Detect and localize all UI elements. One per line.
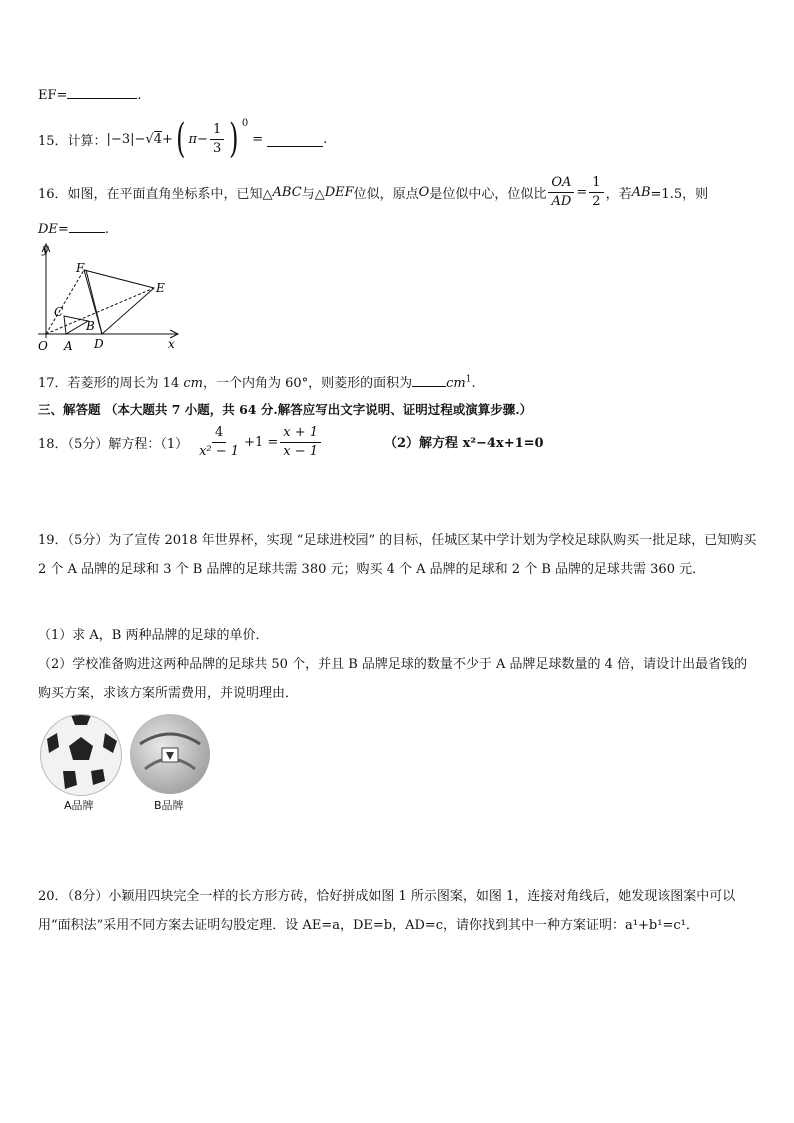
q15-line bbox=[38, 116, 327, 162]
q15-exponent: 0 bbox=[241, 117, 249, 129]
label-b: B bbox=[86, 319, 95, 333]
q14-text-after: . bbox=[137, 88, 142, 103]
q16-part1: 16．如图，在平面直角坐标系中，已知△ bbox=[38, 186, 273, 202]
q14-text-before: EF= bbox=[38, 88, 68, 103]
q17-unit1: cm bbox=[183, 376, 203, 391]
label-e: E bbox=[156, 281, 165, 295]
q18-line bbox=[38, 420, 323, 464]
q16-part7: = bbox=[57, 222, 69, 237]
q15-prefix: 15．计算： bbox=[38, 133, 107, 149]
label-o: O bbox=[38, 339, 48, 353]
q18-f1-num: 4 bbox=[212, 424, 226, 443]
q15-plus: + bbox=[161, 131, 173, 147]
label-f: F bbox=[76, 261, 85, 275]
q15-equals: = bbox=[252, 131, 264, 147]
q16-half-fraction bbox=[589, 174, 603, 211]
q16-ratio-fraction bbox=[548, 174, 574, 211]
q16-ratio-den: AD bbox=[551, 193, 572, 209]
q16-ab: AB bbox=[631, 184, 651, 200]
q14-answer-blank[interactable] bbox=[67, 84, 137, 99]
q14-line bbox=[38, 84, 142, 103]
q16-part3: 位似，原点 bbox=[353, 186, 419, 202]
q17-part2: ，一个内角为 60°，则菱形的面积为 bbox=[202, 376, 413, 391]
q18-f1-den: x² − 1 bbox=[199, 443, 240, 459]
q16-part5: ，若 bbox=[605, 186, 632, 202]
q19-sub1: （1）求 A，B 两种品牌的足球的单价． bbox=[38, 628, 269, 643]
q19-sub2: （2）学校准备购进这两种品牌的足球共 50 个，并且 B 品牌足球的数量不少于 A 品牌足球数量的 4 倍，请设计出最省钱的购买方案，求该方案所需费用，并说明理由． bbox=[38, 657, 748, 701]
q17-line bbox=[38, 372, 476, 391]
q16-equals: = bbox=[576, 184, 588, 200]
q16-de: DE bbox=[38, 222, 58, 237]
caption-a: A品牌 bbox=[64, 799, 94, 812]
q16-abc: ABC bbox=[272, 184, 302, 200]
q15-left-paren: ( bbox=[175, 116, 186, 162]
q20-paragraph: 20．（8分）小颖用四块完全一样的长方形方砖，恰好拼成如图 1 所示图案，如图 1，连接对角线后，她发现该图案中可以用“面积法”采用不同方案去证明勾股定理．设 AE=a，DE=b，AD=c，请你找到其中一种方案证明：a¹+b¹=c¹． bbox=[38, 889, 736, 933]
q15-minus: − bbox=[134, 131, 146, 147]
q16-suffix: . bbox=[104, 222, 109, 237]
caption-b: B品牌 bbox=[154, 799, 184, 812]
football-b-image bbox=[130, 714, 210, 794]
q16-answer-blank[interactable] bbox=[69, 218, 105, 233]
q18-f2-num: x + 1 bbox=[280, 424, 321, 443]
q18-fraction1 bbox=[196, 424, 242, 461]
q16-line bbox=[38, 170, 708, 214]
q16-part2: 与△ bbox=[301, 186, 325, 202]
q18-part2: （2）解方程 x²−4x+1=0 bbox=[384, 436, 544, 451]
q15-sqrt-symbol: √ bbox=[145, 131, 154, 147]
label-x: x bbox=[168, 337, 175, 351]
q17-sup: 1 bbox=[465, 374, 472, 385]
q18-plus-one: +1 = bbox=[244, 434, 279, 450]
q18-prefix: 18．（5分）解方程：（1） bbox=[38, 436, 189, 452]
q15-sqrt-arg: 4 bbox=[153, 132, 162, 147]
similarity-figure bbox=[30, 240, 190, 355]
q16-def: DEF bbox=[324, 184, 354, 200]
q15-frac-den: 3 bbox=[212, 140, 222, 156]
football-a-image bbox=[40, 714, 122, 796]
q16-ratio-num: OA bbox=[548, 174, 574, 193]
section3-note: （本大题共 7 小题，共 64 分.解答应写出文字说明、证明过程或演算步骤.） bbox=[104, 402, 533, 417]
section3-title: 三、解答题 bbox=[38, 402, 105, 417]
q16-line2 bbox=[38, 218, 109, 237]
q16-half-num: 1 bbox=[589, 174, 603, 193]
football-b-icon bbox=[130, 714, 210, 794]
q17-suffix: . bbox=[471, 376, 476, 391]
q15-right-paren: ) bbox=[229, 116, 239, 162]
q15-inner-minus: − bbox=[197, 131, 208, 147]
q15-fraction bbox=[210, 121, 224, 158]
q15-pi: π bbox=[188, 131, 198, 147]
label-d: D bbox=[94, 337, 104, 351]
q17-answer-blank[interactable] bbox=[412, 372, 446, 387]
q18-f2-den: x − 1 bbox=[283, 443, 319, 459]
q15-suffix: . bbox=[323, 131, 328, 147]
q16-part4: 是位似中心，位似比 bbox=[429, 186, 547, 202]
q17-part1: 17．若菱形的周长为 14 bbox=[38, 376, 184, 391]
q16-o: O bbox=[418, 184, 430, 200]
football-a-icon bbox=[41, 715, 121, 795]
triangle-abc bbox=[64, 316, 88, 334]
q15-answer-blank[interactable] bbox=[267, 132, 323, 147]
q16-half-den: 2 bbox=[592, 193, 601, 209]
label-y: y bbox=[42, 242, 49, 256]
label-c: C bbox=[54, 305, 64, 319]
q15-frac-num: 1 bbox=[210, 121, 224, 140]
q17-unit2: cm bbox=[446, 376, 466, 391]
q16-part6: =1.5，则 bbox=[650, 186, 709, 202]
q18-fraction2 bbox=[280, 424, 321, 461]
label-a: A bbox=[64, 339, 73, 353]
q15-abs-term: |−3| bbox=[106, 131, 135, 147]
section3-heading bbox=[38, 400, 532, 418]
q19-paragraph: 19．（5分）为了宣传 2018 年世界杯，实现 “足球进校园” 的目标，任城区某中学计划为学校足球队购买一批足球，已知购买 2 个 A 品牌的足球和 3 个 B 品牌的足球共需 380 元；购买 4 个 A 品牌的足球和 2 个 B 品牌的足球共需 360 元． bbox=[38, 533, 757, 577]
